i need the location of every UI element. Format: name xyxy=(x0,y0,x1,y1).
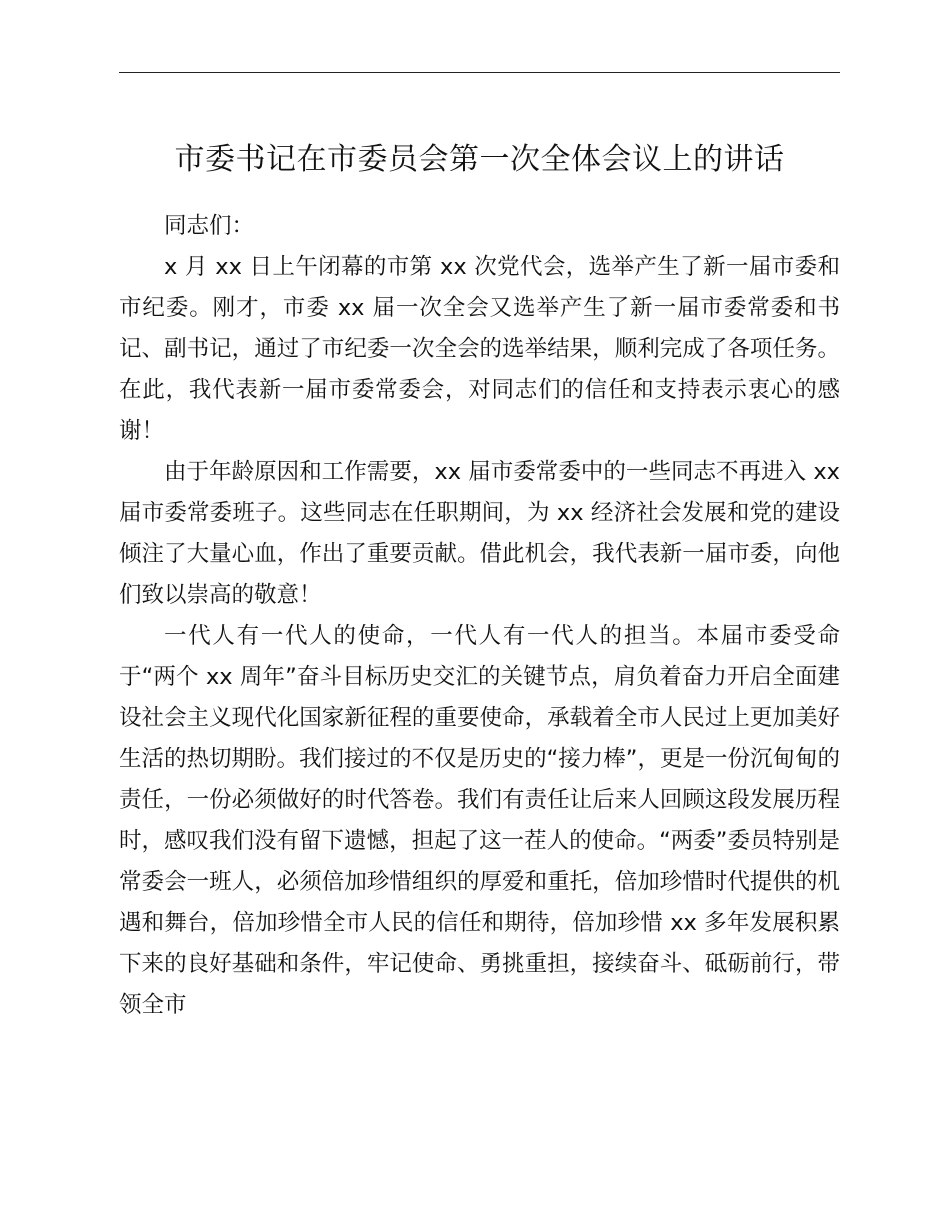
paragraph-2: 由于年龄原因和工作需要，xx 届市委常委中的一些同志不再进入 xx 届市委常委班子。这些同志在任职期间，为 xx 经济社会发展和党的建设倾注了大量心血，作出了重要贡献。借此机会，我代表新一届市委，向他们致以崇高的敬意！ xyxy=(119,459,840,608)
document-body xyxy=(119,206,840,1026)
paragraph-3: 一代人有一代人的使命，一代人有一代人的担当。本届市委受命于“两个 xx 周年”奋斗目标历史交汇的关键节点，肩负着奋力开启全面建设社会主义现代化国家新征程的重要使命，承载着全市人民过上更加美好生活的热切期盼。我们接过的不仅是历史的“接力棒”，更是一份沉甸甸的责任，一份必须做好的时代答卷。我们有责任让后来人回顾这段发展历程时，感叹我们没有留下遗憾，担起了这一茬人的使命。“两委”委员特别是常委会一班人，必须倍加珍惜组织的厚爱和重托，倍加珍惜时代提供的机遇和舞台，倍加珍惜全市人民的信任和期待，倍加珍惜 xx 多年发展积累下来的良好基础和条件，牢记使命、勇挑重担，接续奋斗、砥砺前行，带领全市 xyxy=(119,623,840,1018)
salutation: 同志们： xyxy=(164,213,255,239)
header-rule xyxy=(119,72,840,73)
document-title: 市委书记在市委员会第一次全体会议上的讲话 xyxy=(174,142,785,177)
paragraph-1: x 月 xx 日上午闭幕的市第 xx 次党代会，选举产生了新一届市委和市纪委。刚才，市委 xx 届一次全会又选举产生了新一届市委常委和书记、副书记，通过了市纪委一次全会的选举结果，顺利完成了各项任务。在此，我代表新一届市委常委会，对同志们的信任和支持表示衷心的感谢！ xyxy=(119,254,840,444)
